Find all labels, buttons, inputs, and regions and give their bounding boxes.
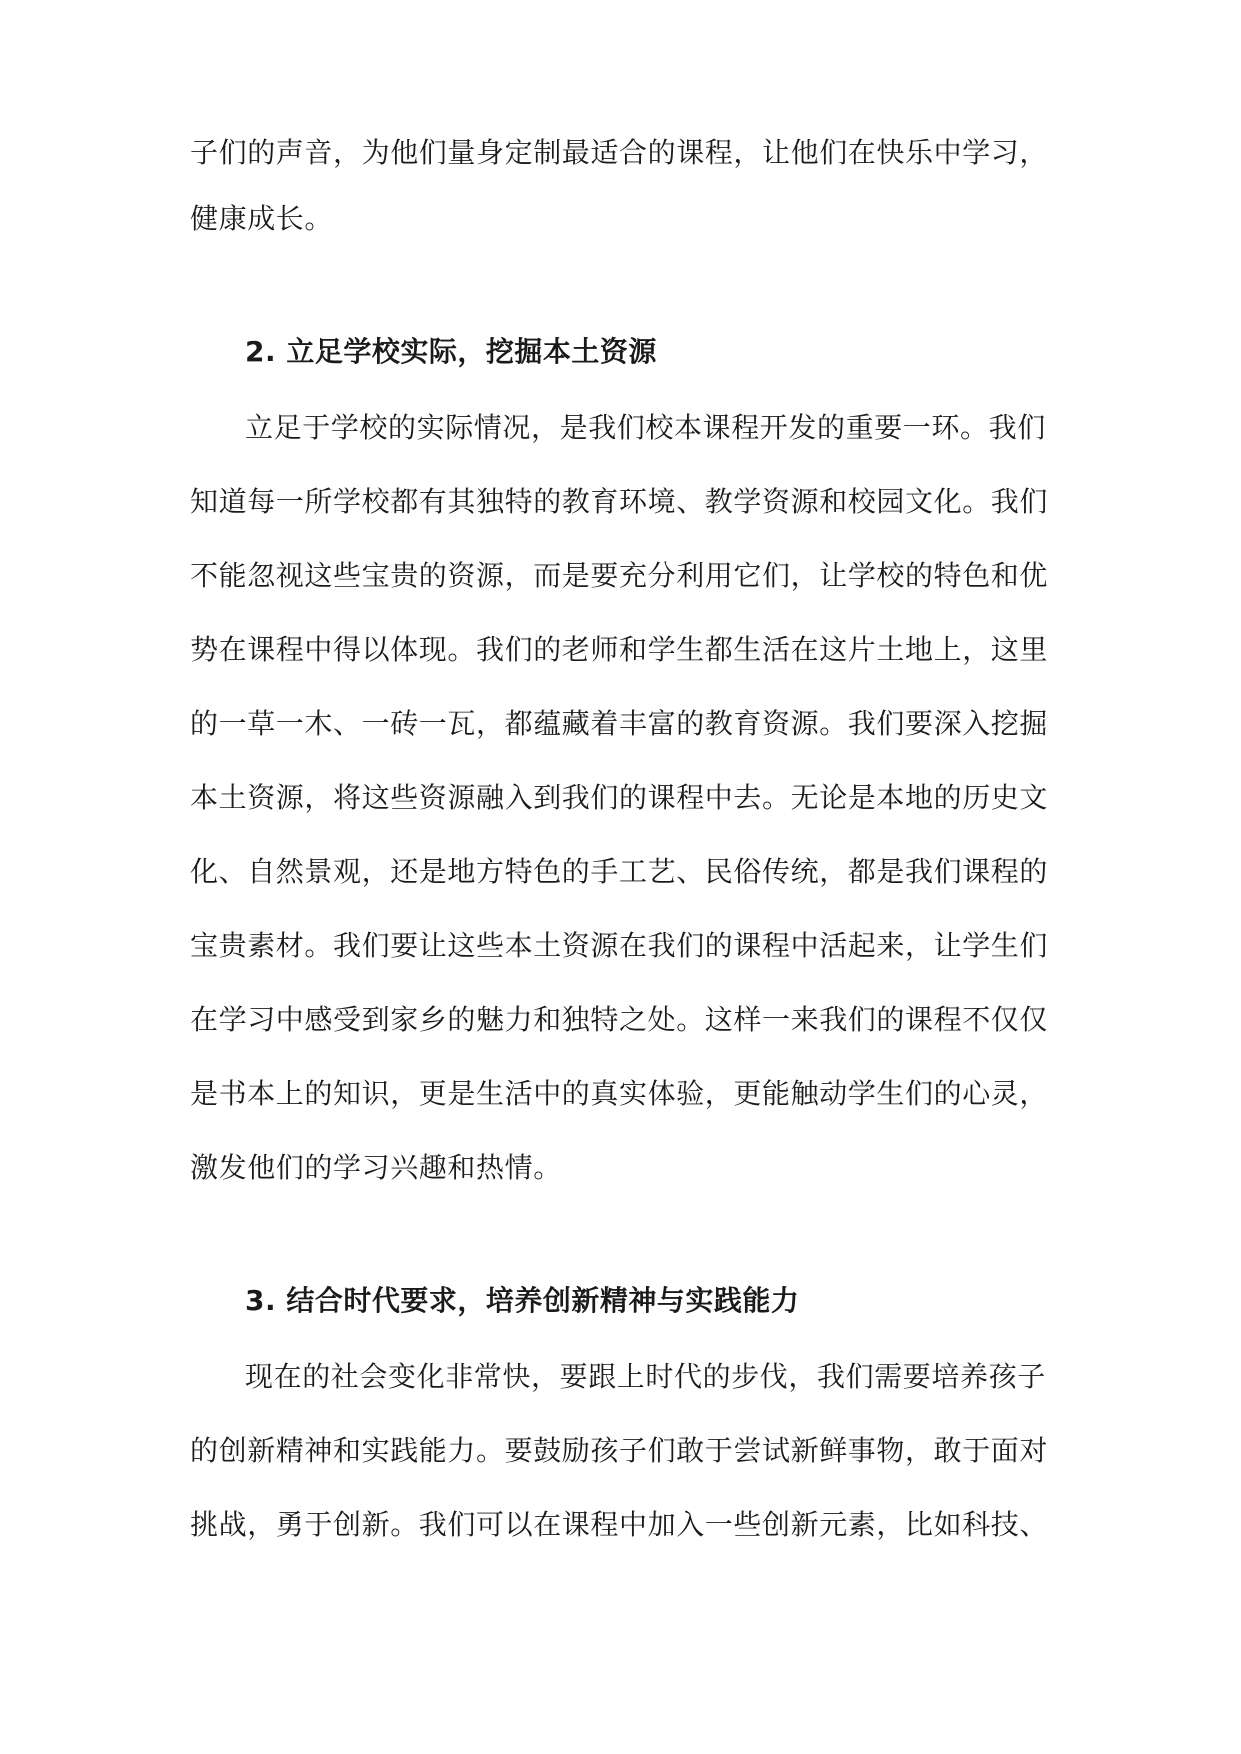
paragraph-line: 的创新精神和实践能力。要鼓励孩子们敢于尝试新鲜事物，敢于面对 — [190, 1434, 1049, 1467]
paragraph-line: 是书本上的知识，更是生活中的真实体验，更能触动学生们的心灵， — [190, 1077, 1049, 1110]
paragraph-line: 现在的社会变化非常快，要跟上时代的步伐，我们需要培养孩子 — [245, 1360, 1046, 1393]
section-heading-2: 2. 立足学校实际，挖掘本土资源 — [245, 335, 657, 368]
paragraph-line: 激发他们的学习兴趣和热情。 — [190, 1151, 562, 1184]
paragraph-line: 知道每一所学校都有其独特的教育环境、教学资源和校园文化。我们 — [190, 485, 1049, 518]
paragraph-line: 不能忽视这些宝贵的资源，而是要充分利用它们，让学校的特色和优 — [190, 559, 1049, 592]
paragraph-line: 健康成长。 — [190, 202, 334, 235]
paragraph-line: 立足于学校的实际情况，是我们校本课程开发的重要一环。我们 — [245, 411, 1046, 444]
paragraph-line: 挑战，勇于创新。我们可以在课程中加入一些创新元素，比如科技、 — [190, 1508, 1049, 1541]
paragraph-line: 宝贵素材。我们要让这些本土资源在我们的课程中活起来，让学生们 — [190, 929, 1049, 962]
paragraph-line: 的一草一木、一砖一瓦，都蕴藏着丰富的教育资源。我们要深入挖掘 — [190, 707, 1049, 740]
paragraph-line: 化、自然景观，还是地方特色的手工艺、民俗传统，都是我们课程的 — [190, 855, 1049, 888]
paragraph-line: 在学习中感受到家乡的魅力和独特之处。这样一来我们的课程不仅仅 — [190, 1003, 1049, 1036]
paragraph-line: 子们的声音，为他们量身定制最适合的课程，让他们在快乐中学习， — [190, 136, 1049, 169]
paragraph-line: 本土资源，将这些资源融入到我们的课程中去。无论是本地的历史文 — [190, 781, 1049, 814]
paragraph-line: 势在课程中得以体现。我们的老师和学生都生活在这片土地上，这里 — [190, 633, 1049, 666]
section-heading-3: 3. 结合时代要求，培养创新精神与实践能力 — [245, 1284, 800, 1317]
